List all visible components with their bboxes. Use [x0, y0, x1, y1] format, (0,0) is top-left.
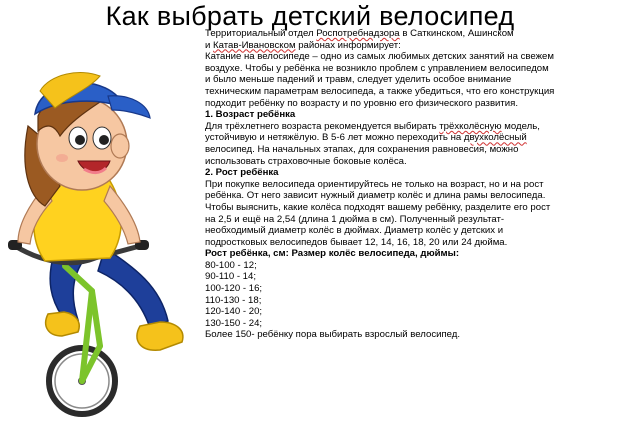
- district-name: Катав-Ивановском: [213, 39, 296, 51]
- child-on-bicycle-illustration: [0, 36, 205, 425]
- size-row: 130-150 - 24;: [205, 317, 263, 329]
- size-row: 120-140 - 20;: [205, 306, 263, 318]
- size-row: 80-100 - 12;: [205, 259, 257, 271]
- section-1-heading: 1. Возраст ребёнка: [205, 109, 296, 121]
- article-body: [205, 28, 555, 341]
- paragraph-1: Катание на велосипеде – одно из самых любимых детских занятий на свежем воздухе. Чтобы у ребёнка не возникло проблем с управлением велосипедом и было меньше падений и травм, следует уделить особое внимание техническим параметрам велосипеда, а также убедиться, что его конструкция подходит ребёнку по возрасту и по уровню его физического развития.: [205, 51, 555, 109]
- size-row: 90-110 - 14;: [205, 271, 257, 283]
- size-row: 110-130 - 18;: [205, 294, 262, 306]
- org-name: Роспотребнадзора: [316, 28, 400, 39]
- closing-line: Более 150- ребёнку пора выбирать взрослый велосипед.: [205, 329, 461, 341]
- intro: Территориальный отдел Роспотребнадзора в Саткинском, Ашинском и Катав-Ивановском районах информирует:: [205, 28, 514, 51]
- size-row: 100-120 - 16;: [205, 283, 263, 295]
- section-2-body: При покупке велосипеда ориентируйтесь не только на возраст, но и на рост ребёнка. От него зависит нужный диаметр колёс и длина рамы велосипеда. Чтобы выяснить, какие колёса подходят вашему ребёнку, разделите его рост на 2,5 и ещё на 2,54 (длина 1 дюйма в см). Полученный результат- необходимый диаметр колёс в дюймах. Диаметр колёс у детских и подростковых велосипедов бывает 12, 14, 16, 18, 20 или 24 дюйма.: [205, 178, 551, 248]
- section-2-heading: 2. Рост ребёнка: [205, 167, 279, 179]
- page-title: Как выбрать детский велосипед: [105, 1, 515, 31]
- section-1-body: Для трёхлетнего возраста рекомендуется выбирать трёхколёсную модель, устойчивую и нетяжёлую. В 5-6 лет можно переходить на двухколёсный велосипед. На начальных этапах, для сохранения равновесия, можно использовать страховочные боковые колёса.: [205, 120, 540, 167]
- size-table-heading: Рост ребёнка, см: Размер колёс велосипеда, дюймы:: [205, 248, 460, 260]
